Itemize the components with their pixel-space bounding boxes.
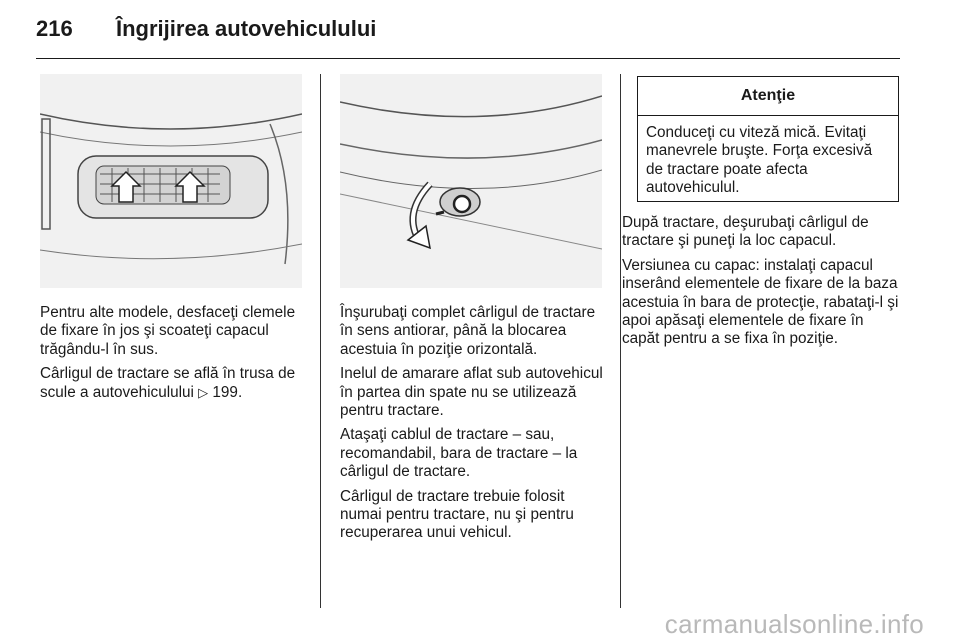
column-divider-right bbox=[620, 74, 621, 608]
paragraph-with-reference bbox=[40, 365, 308, 402]
bumper-cover-drawing bbox=[40, 74, 302, 288]
paragraph: Înşurubaţi complet cârligul de tractare în sens antiorar, până la blocarea acestuia în poziţie orizontală. bbox=[340, 304, 596, 358]
text-column-middle bbox=[340, 304, 608, 549]
paragraph: Inelul de amarare aflat sub autovehicul în partea din spate nu se utilizează pentru tractare. bbox=[340, 365, 603, 420]
paragraph: Ataşaţi cablul de tractare – sau, recomandabil, bara de tractare – la cârligul de tractare. bbox=[340, 426, 578, 481]
header-divider bbox=[36, 58, 900, 59]
towing-eye-illustration bbox=[340, 74, 602, 288]
page-number: 216 bbox=[36, 16, 73, 41]
warning-box bbox=[637, 76, 899, 202]
page-reference[interactable]: 199. bbox=[212, 383, 243, 401]
watermark: carmanualsonline.info bbox=[664, 609, 924, 639]
bumper-cover-illustration bbox=[40, 74, 302, 288]
text-column-left bbox=[40, 304, 308, 408]
warning-title: Atenţie bbox=[638, 77, 898, 116]
towing-eye-drawing bbox=[340, 74, 602, 288]
column-divider-left bbox=[320, 74, 321, 608]
paragraph: Pentru alte modele, desfaceţi clemele de fixare în jos şi scoateţi capacul trăgându-l în sus. bbox=[40, 304, 296, 358]
paragraph-text: Cârligul de tractare se află în trusa de scule a autovehiculului bbox=[40, 365, 296, 401]
text-column-right bbox=[622, 214, 902, 355]
page-title: Îngrijirea autovehiculului bbox=[116, 16, 377, 41]
warning-body: Conduceţi cu viteză mică. Evitaţi manevrele bruşte. Forţa excesivă de tractare poate afecta autovehiculul. bbox=[646, 124, 873, 197]
paragraph: Cârligul de tractare trebuie folosit numai pentru tractare, nu şi pentru recuperarea unui vehicul. bbox=[340, 487, 574, 542]
paragraph: După tractare, deşurubaţi cârligul de tractare şi puneţi la loc capacul. bbox=[622, 214, 869, 250]
paragraph: Versiunea cu capac: instalaţi capacul inserând elementele de fixare de la baza acestuia în bara de protecţie, rabataţi-l şi apoi apăsaţi elementele de fixare în capăt pentru a se fixa în poziţie. bbox=[622, 256, 899, 348]
page-ref-arrow-icon: ▷ bbox=[198, 384, 209, 400]
